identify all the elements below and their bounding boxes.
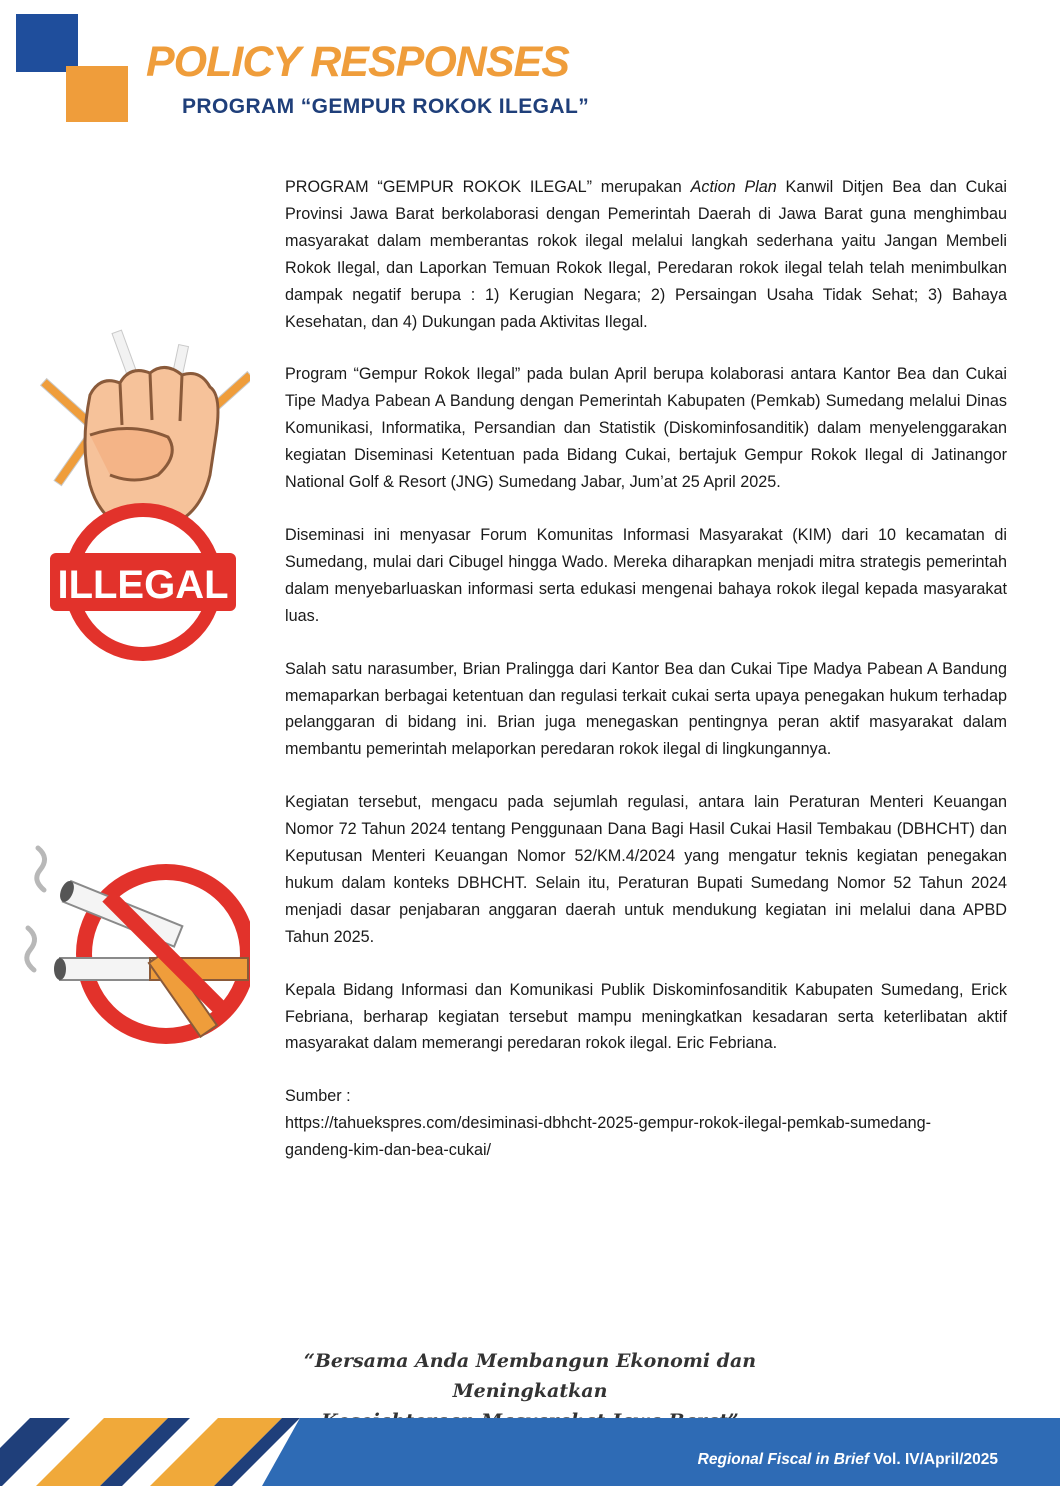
fist-crushing-cigarettes-icon xyxy=(40,325,250,665)
motto-line-1: “Bersama Anda Membangun Ekonomi dan Meningkatkan xyxy=(303,1350,757,1402)
paragraph-5: Kegiatan tersebut, mengacu pada sejumlah regulasi, antara lain Peraturan Menteri Keuangan Nomor 72 Tahun 2024 tentang Penggunaan Dana Bagi Hasil Cukai Hasil Tembakau (DBHCHT) dan Keputusan Menteri Keuangan Nomor 52/KM.4/2024 yang mengatur teknis kegiatan penegakan hukum dalam konteks DBHCHT. Selain itu, Peraturan Bupati Sumedang Nomor 52 Tahun 2024 menjadi dasar penjabaran anggaran daerah untuk mendukung kegiatan ini melalui dana APBD Tahun 2025. xyxy=(285,793,1007,946)
no-smoking-sign-icon xyxy=(20,840,250,1050)
footer-volume: Vol. IV/April/2025 xyxy=(869,1451,998,1468)
paragraph-1 xyxy=(285,174,1007,335)
page-title: POLICY RESPONSES xyxy=(146,38,569,86)
header-orange-square xyxy=(66,66,128,122)
no-smoking-illustration xyxy=(20,840,250,1050)
source-url-line-1[interactable]: https://tahuekspres.com/desiminasi-dbhcht-2025-gempur-rokok-ilegal-pemkab-sumedang- xyxy=(285,1114,932,1133)
header-blue-square xyxy=(16,14,78,72)
source-url-line-2[interactable]: gandeng-kim-dan-bea-cukai/ xyxy=(285,1141,492,1160)
paragraph-1-part2: Kanwil Ditjen Bea dan Cukai Provinsi Jawa Barat berkolaborasi dengan Pemerintah Daerah di Jawa Barat guna menghimbau masyarakat dalam memberantas rokok ilegal melalui langkah sederhana yaitu Jangan Membeli Rokok Ilegal, dan Laporkan Temuan Rokok Ilegal, Peredaran rokok ilegal telah telah menimbulkan dampak negatif berupa : 1) Kerugian Negara; 2) Persaingan Usaha Tidak Sehat; 3) Bahaya Kesehatan, dan 4) Dukungan pada Aktivitas Ilegal. xyxy=(285,178,1007,331)
illegal-cigarette-illustration xyxy=(40,325,250,665)
footer-publication xyxy=(698,1451,998,1469)
page-subtitle: PROGRAM “GEMPUR ROKOK ILEGAL” xyxy=(182,95,590,118)
footer-publication-name: Regional Fiscal in Brief xyxy=(697,1451,870,1468)
paragraph-2: Program “Gempur Rokok Ilegal” pada bulan April berupa kolaborasi antara Kantor Bea dan Cukai Tipe Madya Pabean A Bandung dengan Pemerintah Kabupaten (Pemkab) Sumedang melalui Dinas Komunikasi, Informatika, Persandian dan Statistik (Diskominfosanditik) dalam menyelenggarakan kegiatan Diseminasi Ketentuan pada Bidang Cukai, bertajuk Gempur Rokok Ilegal di Jatinangor National Golf & Resort (JNG) Sumedang Jabar, Jum’at 25 April 2025. xyxy=(285,365,1007,492)
paragraph-4: Salah satu narasumber, Brian Pralingga dari Kantor Bea dan Cukai Tipe Madya Pabean A Bandung memaparkan berbagai ketentuan dan regulasi terkait cukai serta upaya penegakan hukum terhadap pelanggaran di bidang ini. Brian juga menegaskan pentingnya peran aktif masyarakat dalam membantu pemerintah melaporkan peredaran rokok ilegal di lingkungannya. xyxy=(285,659,1007,759)
paragraph-1-emphasis: Action Plan xyxy=(690,178,777,196)
paragraph-1-part1: PROGRAM “GEMPUR ROKOK ILEGAL” merupakan xyxy=(285,178,691,196)
paragraph-3: Diseminasi ini menyasar Forum Komunitas Informasi Masyarakat (KIM) dari 10 kecamatan di Sumedang, mulai dari Cibugel hingga Wado. Mereka diharapkan menjadi mitra strategis pemerintah dalam menyebarluaskan informasi serta edukasi mengenai bahaya rokok ilegal kepada masyarakat luas. xyxy=(285,525,1007,625)
source-label: Sumber : xyxy=(285,1087,351,1106)
illegal-badge-text: ILLEGAL xyxy=(57,563,229,607)
paragraph-6: Kepala Bidang Informasi dan Komunikasi Publik Diskominfosanditik Kabupaten Sumedang, Erick Febriana, berharap kegiatan tersebut mampu meningkatkan kesadaran serta keterlibatan aktif masyarakat dalam memerangi peredaran rokok ilegal. Eric Febriana. xyxy=(285,980,1007,1053)
source-link[interactable] xyxy=(285,1110,1007,1164)
article-body xyxy=(285,174,1007,1164)
